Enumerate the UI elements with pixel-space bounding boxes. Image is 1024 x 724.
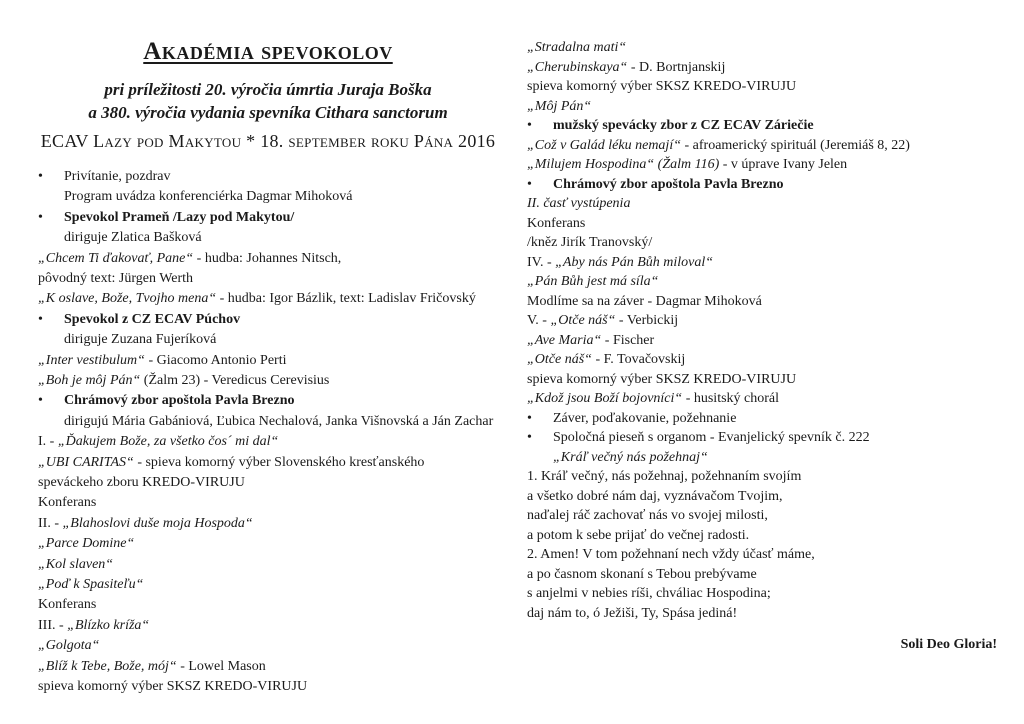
line-text: II. - <box>38 515 63 531</box>
subtitle-line-1: pri príležitosti 20. výročia úmrtia Juraja Boška <box>104 80 432 99</box>
left-line <box>38 289 476 309</box>
left-line <box>38 187 352 207</box>
right-line <box>527 526 749 546</box>
closing-text: Soli Deo Gloria! <box>900 637 997 652</box>
left-line <box>38 514 253 534</box>
left-line <box>38 555 113 575</box>
line-text: - hudba: Igor Bázlik, text: Ladislav Fričovský <box>216 291 476 307</box>
right-line <box>527 97 591 117</box>
song-title: „Kráľ večný nás požehnaj“ <box>553 449 708 465</box>
line-text: a všetko dobré nám daj, vyznávačom Tvojim, <box>527 488 783 504</box>
line-text: - v úprave Ivany Jelen <box>719 157 848 172</box>
song-title: „Parce Domine“ <box>38 536 135 552</box>
bullet-point: • <box>38 311 43 327</box>
line-text: Konferans <box>527 215 586 231</box>
right-line <box>527 428 870 448</box>
song-title: „Boh je môj Pán“ <box>38 373 141 388</box>
line-text: V. - <box>527 313 551 328</box>
right-line <box>527 467 801 487</box>
right-line <box>527 136 910 156</box>
right-line <box>527 448 708 468</box>
right-line <box>527 214 585 234</box>
choir-name: Chrámový zbor apoštola Pavla Brezno <box>553 176 784 192</box>
song-title: „Ave Maria“ <box>527 332 602 348</box>
right-line <box>527 409 736 429</box>
right-line <box>527 565 757 585</box>
right-line <box>527 506 768 526</box>
song-title: „Inter vestibulum“ <box>38 352 145 368</box>
song-title: „Stradalna mati“ <box>527 40 627 55</box>
bullet-point: • <box>527 410 532 426</box>
song-title: „K oslave, Bože, Tvojho mena“ <box>38 291 217 307</box>
song-title: „Blahoslovi duše moja Hospoda“ <box>62 515 253 531</box>
left-line <box>38 310 240 330</box>
right-line <box>527 389 779 409</box>
line-text: Konferans <box>38 495 97 511</box>
right-line <box>527 331 654 351</box>
left-line <box>38 391 294 411</box>
bullet-point: • <box>38 169 43 184</box>
left-line <box>38 493 96 513</box>
left-line <box>38 167 171 187</box>
line-text: dirigujú Mária Gabániová, Ľubica Nechalová, Janka Višnovská a Ján Zachar <box>64 413 494 429</box>
left-line <box>38 269 193 289</box>
left-line <box>38 657 266 677</box>
right-line <box>527 116 814 136</box>
line-text: spieva komorný výber SKSZ KREDO-VIRUJU <box>527 371 797 387</box>
bullet-point: • <box>527 176 532 192</box>
song-title: „Chcem Ti ďakovať, Pane“ <box>38 250 194 266</box>
left-line <box>38 432 278 452</box>
event-info: ECAV Lazy pod Makytou * 18. september roku Pána 2016 <box>40 131 496 151</box>
line-text: - Fischer <box>601 332 655 348</box>
song-title: „Milujem Hospodina“ (Žalm 116) <box>527 157 720 172</box>
line-text: (Žalm 23) - Veredicus Cerevisius <box>140 373 330 388</box>
line-text: Privítanie, pozdrav <box>64 169 171 184</box>
line-text: a potom k sebe prijať do večnej radosti. <box>527 527 750 543</box>
line-text: spieva komorný výber SKSZ KREDO-VIRUJU <box>527 79 797 94</box>
right-line <box>527 253 713 273</box>
left-line <box>38 208 294 228</box>
song-title: „Pán Bůh jest má síla“ <box>527 274 659 289</box>
right-line <box>527 487 783 507</box>
line-text: naďalej ráč zachovať nás vo svojej milosti, <box>527 508 768 523</box>
line-text: pôvodný text: Jürgen Werth <box>38 271 194 286</box>
line-text: Program uvádza konferenciérka Dagmar Mihoková <box>64 189 353 205</box>
song-title: „Otče náš“ <box>550 313 616 328</box>
line-text: diriguje Zlatica Bašková <box>64 230 202 246</box>
left-line <box>38 351 287 371</box>
song-title: „Golgota“ <box>38 638 100 654</box>
line-text: - Giacomo Antonio Perti <box>144 352 287 368</box>
choir-name: Chrámový zbor apoštola Pavla Brezno <box>64 393 295 409</box>
right-line <box>527 311 678 331</box>
song-title: „Poď k Spasiteľu“ <box>38 577 144 592</box>
line-text: 2. Amen! V tom požehnaní nech vždy účasť máme, <box>527 547 815 562</box>
right-line <box>527 604 737 624</box>
song-title: „Ďakujem Bože, za všetko čos´ mi dal“ <box>57 434 279 450</box>
line-text: speváckeho zboru KREDO-VIRUJU <box>38 475 245 490</box>
right-line <box>527 58 725 78</box>
line-text: diriguje Zuzana Fujeríková <box>64 332 217 348</box>
line-text: s anjelmi v nebies ríši, chváliac Hospodina; <box>527 586 771 601</box>
line-text: - Verbickij <box>615 313 679 328</box>
right-line <box>527 155 847 175</box>
line-text: IV. - <box>527 254 556 270</box>
song-title: II. časť vystúpenia <box>527 196 631 211</box>
line-text: - Lowel Mason <box>176 658 266 674</box>
song-title: „Kdož jsou Boží bojovníci“ <box>527 391 683 406</box>
bullet-point: • <box>38 393 43 409</box>
right-line <box>527 545 815 565</box>
left-line <box>38 575 143 595</box>
line-text: - D. Bortnjanskij <box>627 59 726 75</box>
left-line <box>38 534 134 554</box>
bullet-point: • <box>38 209 43 225</box>
line-text: a po časnom skonaní s Tebou prebývame <box>527 566 757 582</box>
right-line <box>527 38 626 58</box>
right-line <box>527 350 685 370</box>
song-title: „Cherubinskaya“ <box>527 59 628 75</box>
left-line <box>38 473 245 493</box>
left-line <box>38 412 493 432</box>
line-text: III. - <box>38 617 68 633</box>
left-line <box>38 371 329 391</box>
line-text: daj nám to, ó Ježiši, Ty, Spása jediná! <box>527 605 738 621</box>
song-title: „Môj Pán“ <box>527 98 592 114</box>
song-title: „Blízko kríža“ <box>67 617 150 633</box>
song-title: „Blíž k Tebe, Bože, mój“ <box>38 658 177 674</box>
right-line <box>527 584 771 604</box>
left-line <box>38 616 149 636</box>
right-line <box>527 77 796 97</box>
left-line <box>38 677 307 697</box>
line-text: - spieva komorný výber Slovenského kresťanského <box>133 454 425 470</box>
subtitle-line-2: a 380. výročia vydania spevníka Cithara sanctorum <box>88 103 448 122</box>
right-line <box>527 272 658 292</box>
page-title: Akadémia spevokolov <box>143 38 393 65</box>
line-text: 1. Kráľ večný, nás požehnaj, požehnaním svojím <box>527 469 802 484</box>
song-title: „UBI CARITAS“ <box>38 454 134 470</box>
line-text: Konferans <box>38 597 97 613</box>
line-text: - hudba: Johannes Nitsch, <box>193 250 342 266</box>
right-line <box>527 175 783 195</box>
song-title: „Což v Galád léku nemají“ <box>527 137 681 153</box>
song-title: „Kol slaven“ <box>38 556 114 572</box>
line-text: - F. Tovačovskij <box>591 352 686 367</box>
bullet-point: • <box>527 430 532 445</box>
left-line <box>38 228 202 248</box>
line-text: I. - <box>38 434 58 450</box>
left-line <box>38 636 99 656</box>
left-line <box>38 595 96 615</box>
line-text: /kněz Jirík Tranovský/ <box>527 235 653 250</box>
choir-name: Spevokol Prameň /Lazy pod Makytou/ <box>64 209 295 225</box>
right-line <box>527 370 796 390</box>
song-title: „Otče náš“ <box>527 352 592 367</box>
line-text: - husitský chorál <box>682 391 780 406</box>
left-line <box>38 453 424 473</box>
choir-name: Spevokol z CZ ECAV Púchov <box>64 311 241 327</box>
right-line <box>527 292 762 312</box>
line-text: - afroamerický spirituál (Jeremiáš 8, 22) <box>681 137 910 153</box>
line-text: spieva komorný výber SKSZ KREDO-VIRUJU <box>38 679 308 694</box>
line-text: Modlíme sa na záver - Dagmar Mihoková <box>527 293 762 309</box>
song-title: „Aby nás Pán Bůh miloval“ <box>555 254 714 270</box>
left-line <box>38 330 216 350</box>
left-line <box>38 249 341 269</box>
bullet-point: • <box>527 118 532 133</box>
right-line <box>527 194 630 214</box>
right-line <box>527 233 652 253</box>
line-text: Spoločná pieseň s organom - Evanjelický spevník č. 222 <box>553 430 870 445</box>
choir-name: mužský spevácky zbor z CZ ECAV Záriečie <box>553 118 814 133</box>
line-text: Záver, poďakovanie, požehnanie <box>553 410 737 426</box>
